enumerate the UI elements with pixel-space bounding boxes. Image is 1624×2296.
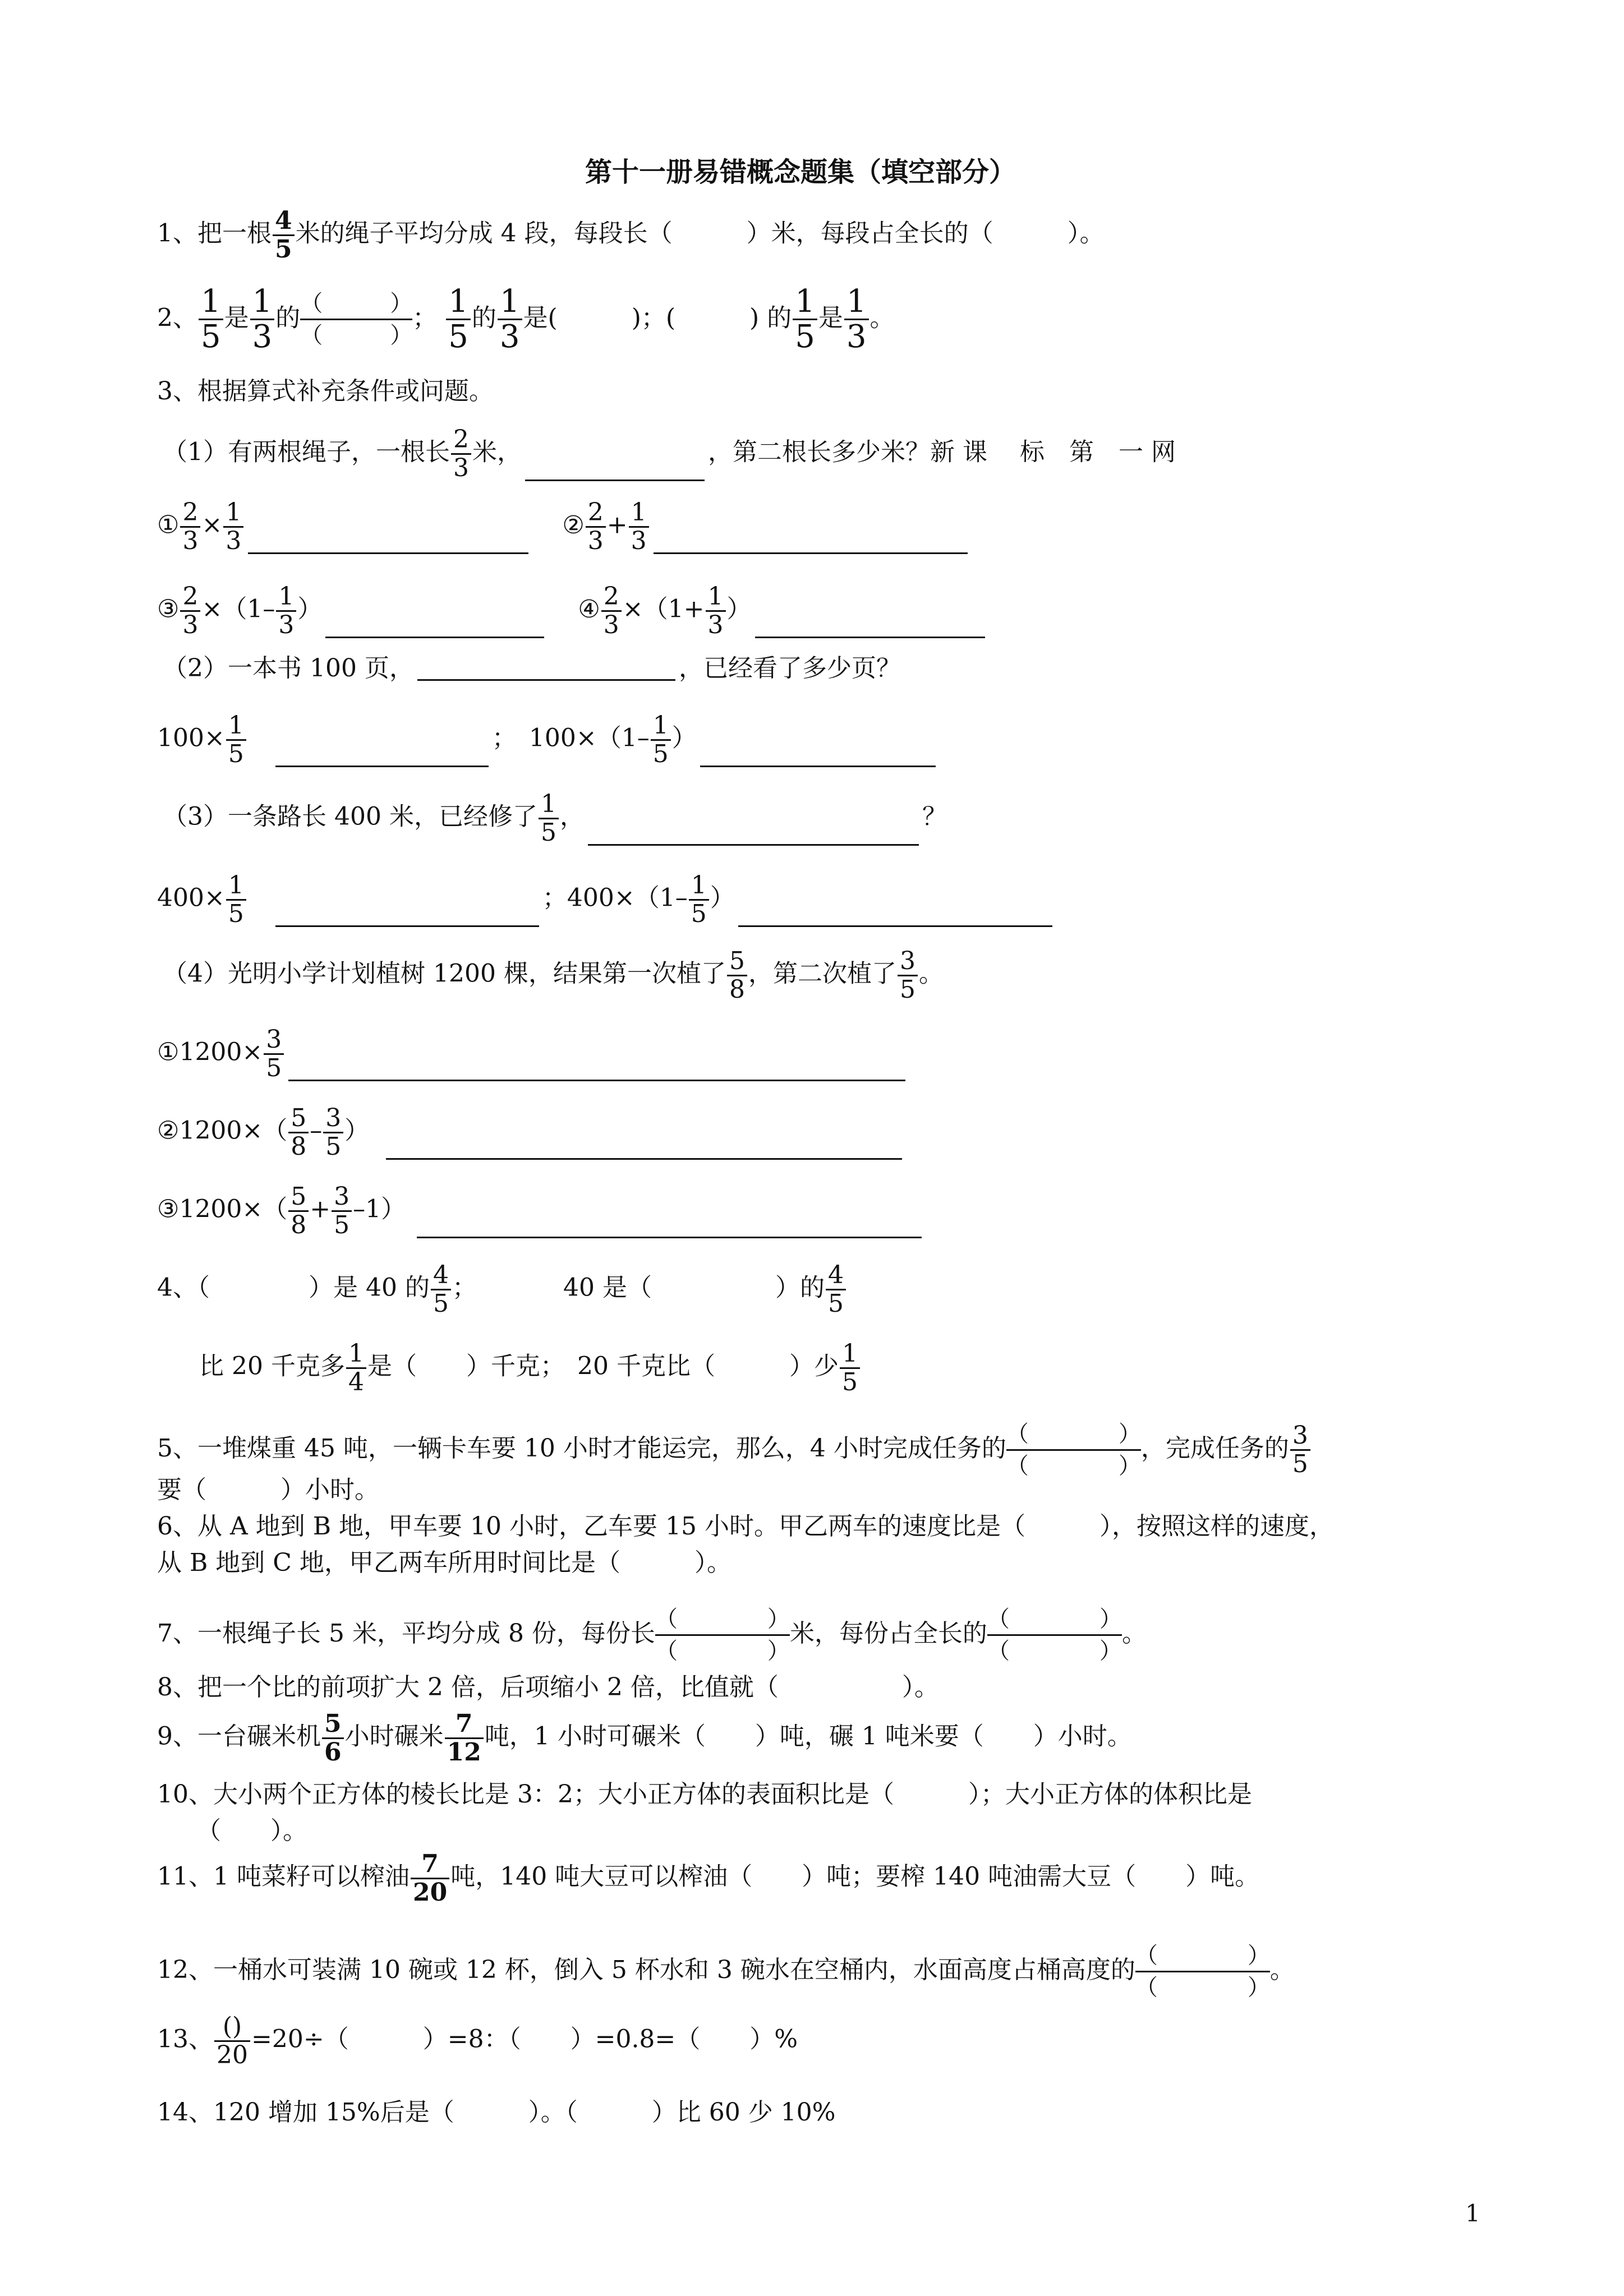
answer-blank[interactable] — [417, 678, 675, 681]
fraction: $\frac{7}{12}$ — [445, 1711, 484, 1765]
question-10-part-2: （ ）。 — [196, 1816, 307, 1845]
answer-blank[interactable] — [755, 635, 985, 638]
question-7: 7、一根绳子长 5 米，平均分成 8 份，每份长 $\frac{( )}{( )}$ 米，每份占全长的 $\frac{( )}{( )}$ 。 — [157, 1604, 1147, 1666]
question-3-1: （1）有两根绳子，一根长 $\frac{2}{3}$ 米， ，第二根长多少米？新 课 标 第 一 网 — [163, 425, 1176, 482]
fraction: $\frac{5}{8}$ — [727, 948, 747, 1003]
fraction: $\frac{1}{5}$ — [226, 872, 246, 927]
answer-blank[interactable] — [588, 843, 919, 846]
page-title: 第十一册易错概念题集（填空部分） — [585, 156, 1016, 188]
fraction: $\frac{7}{20}$ — [411, 1851, 449, 1906]
fraction: $\frac{5}{6}$ — [322, 1711, 344, 1765]
question-1: 1、把一根 $\frac{4}{5}$ 米的绳子平均分成 4 段，每段长（ ）米，每段占全长的（ ）。 — [157, 206, 1105, 264]
answer-blank[interactable] — [654, 551, 968, 554]
question-8: 8、把一个比的前项扩大 2 倍，后项缩小 2 倍，比值就（ ）。 — [157, 1673, 939, 1702]
fraction: $\frac{5}{8}$ — [288, 1183, 309, 1238]
formula-row-5: ①1200× $\frac{3}{5}$ — [157, 1026, 909, 1081]
question-2: 2、 $\frac{1}{5}$ 是 $\frac{1}{3}$ 的 $\frac{( )}{( )}$ ； $\frac{1}{5}$ 的 $\frac{1}{3}$ 是( )；( ) 的 $\frac{1}{5}$ 是 $\frac{1}{3}$ 。 — [157, 283, 895, 356]
answer-blank[interactable] — [288, 1078, 905, 1081]
question-4: 4、（ ）是 40 的 $\frac{4}{5}$ ； 40 是（ ）的 $\frac{4}{5}$ — [157, 1262, 847, 1317]
answer-blank[interactable] — [525, 478, 705, 481]
fraction: $\frac{1}{5}$ — [446, 285, 471, 354]
question-5: 5、一堆煤重 45 吨，一辆卡车要 10 小时才能运完，那么，4 小时完成任务的 $\frac{( )}{( )}$ ，完成任务的 $\frac{3}{5}$ — [157, 1419, 1312, 1481]
answer-fraction-blank[interactable]: $\frac{( )}{( )}$ — [655, 1604, 790, 1666]
fraction: $\frac{3}{5}$ — [1290, 1422, 1310, 1477]
question-3-3: （3）一条路长 400 米，已经修了 $\frac{1}{5}$ ， ？ — [163, 790, 947, 847]
fraction: $\frac{2}{3}$ — [601, 583, 622, 638]
fraction: $\frac{4}{5}$ — [826, 1262, 846, 1317]
question-4-part-2: 比 20 千克多 $\frac{1}{4}$ 是（ ）千克； 20 千克比（ ）少 $\frac{1}{5}$ — [199, 1340, 861, 1395]
fraction: $\frac{1}{3}$ — [629, 499, 649, 554]
fraction: $\frac{4}{5}$ — [273, 208, 295, 262]
answer-fraction-blank[interactable]: $\frac{( )}{( )}$ — [1006, 1419, 1141, 1481]
fraction: $\frac{1}{3}$ — [844, 285, 869, 354]
fraction: $\frac{2}{3}$ — [180, 583, 200, 638]
fraction: $\frac{3}{5}$ — [898, 948, 918, 1003]
fraction: $\frac{1}{5}$ — [840, 1340, 860, 1395]
formula-row-4: 400× $\frac{1}{5}$ ；400×（1– $\frac{1}{5}$ ） — [157, 872, 1056, 927]
question-3-4: （4）光明小学计划植树 1200 棵，结果第一次植了 $\frac{5}{8}$ ，第二次植了 $\frac{3}{5}$ 。 — [163, 947, 944, 1004]
question-3-2: （2）一本书 100 页， ，已经看了多少页？ — [163, 654, 901, 683]
answer-fraction-blank[interactable]: $\frac{( )}{( )}$ — [1135, 1940, 1270, 2003]
fraction: $\frac{3}{5}$ — [332, 1183, 352, 1238]
fraction: $\frac{2}{3}$ — [586, 499, 606, 554]
fraction: $\frac{2}{3}$ — [451, 426, 471, 481]
page-number: 1 — [1465, 2200, 1480, 2227]
answer-fraction-blank[interactable]: $\frac{( )}{( )}$ — [987, 1604, 1122, 1666]
formula-row-1: ① $\frac{2}{3}$ × $\frac{1}{3}$ ② $\frac{2}{3}$ + $\frac{1}{3}$ — [157, 499, 971, 554]
answer-blank[interactable] — [738, 924, 1052, 927]
question-10: 10、大小两个正方体的棱长比是 3：2；大小正方体的表面积比是（ ）；大小正方体的体积比是 — [157, 1780, 1252, 1809]
question-6: 6、从 A 地到 B 地，甲车要 10 小时，乙车要 15 小时。甲乙两车的速度比是（ ），按照这样的速度， — [157, 1512, 1334, 1541]
fraction: $\frac{1}{3}$ — [276, 583, 296, 638]
fraction: $\frac{1}{3}$ — [498, 285, 522, 354]
answer-blank[interactable] — [417, 1235, 922, 1238]
formula-row-6: ②1200×（ $\frac{5}{8}$ – $\frac{3}{5}$ ） — [157, 1105, 905, 1160]
fraction: $\frac{1}{3}$ — [706, 583, 726, 638]
question-12: 12、一桶水可装满 10 碗或 12 杯，倒入 5 杯水和 3 碗水在空桶内，水面高度占桶高度的 $\frac{( )}{( )}$ 。 — [157, 1940, 1295, 2003]
fraction: $\frac{1}{3}$ — [250, 285, 275, 354]
question-5-part-2: 要（ ）小时。 — [157, 1476, 379, 1504]
question-11: 11、1 吨菜籽可以榨油 $\frac{7}{20}$ 吨，140 吨大豆可以榨油（ ）吨；要榨 140 吨油需大豆（ ）吨。 — [157, 1850, 1260, 1907]
answer-blank[interactable] — [700, 764, 936, 767]
fraction: $\frac{1}{5}$ — [689, 872, 709, 927]
fraction: $\frac{1}{5}$ — [199, 285, 223, 354]
question-13: 13、 $\frac{()}{20}$ =20÷（ ）=8：（ ）=0.8=（ ）% — [157, 2012, 798, 2069]
answer-blank[interactable] — [325, 635, 544, 638]
fraction: $\frac{1}{5}$ — [226, 712, 246, 767]
fraction: $\frac{2}{3}$ — [180, 499, 200, 554]
answer-blank[interactable] — [248, 551, 528, 554]
question-6-part-2: 从 B 地到 C 地，甲乙两车所用时间比是（ ）。 — [157, 1548, 732, 1577]
question-14: 14、120 增加 15%后是（ ）。（ ）比 60 少 10% — [157, 2098, 836, 2127]
formula-row-2: ③ $\frac{2}{3}$ ×（1– $\frac{1}{3}$ ） ④ $\frac{2}{3}$ ×（1+ $\frac{1}{3}$ ） — [157, 583, 988, 638]
fraction: $\frac{1}{5}$ — [651, 712, 671, 767]
formula-row-7: ③1200×（ $\frac{5}{8}$ + $\frac{3}{5}$ –1） — [157, 1183, 925, 1238]
formula-row-3: 100× $\frac{1}{5}$ ； 100×（1– $\frac{1}{5}$ ） — [157, 712, 939, 767]
fraction: $\frac{4}{5}$ — [431, 1262, 451, 1317]
fraction: $\frac{1}{5}$ — [539, 791, 559, 846]
answer-blank[interactable] — [275, 764, 489, 767]
question-9: 9、一台碾米机 $\frac{5}{6}$ 小时碾米 $\frac{7}{12}$ 吨，1 小时可碾米（ ）吨，碾 1 吨米要（ ）小时。 — [157, 1709, 1132, 1767]
answer-blank[interactable] — [386, 1157, 902, 1160]
fraction: $\frac{1}{5}$ — [793, 285, 817, 354]
fraction: $\frac{3}{5}$ — [264, 1026, 284, 1081]
fraction: $\frac{()}{20}$ — [214, 2013, 250, 2068]
fraction: $\frac{3}{5}$ — [323, 1105, 343, 1160]
fraction: $\frac{1}{3}$ — [223, 499, 243, 554]
answer-fraction-blank[interactable]: $\frac{( )}{( )}$ — [300, 288, 412, 351]
fraction: $\frac{1}{4}$ — [346, 1340, 366, 1395]
answer-blank[interactable] — [275, 924, 539, 927]
question-3: 3、根据算式补充条件或问题。 — [157, 377, 494, 405]
fraction: $\frac{5}{8}$ — [288, 1105, 309, 1160]
